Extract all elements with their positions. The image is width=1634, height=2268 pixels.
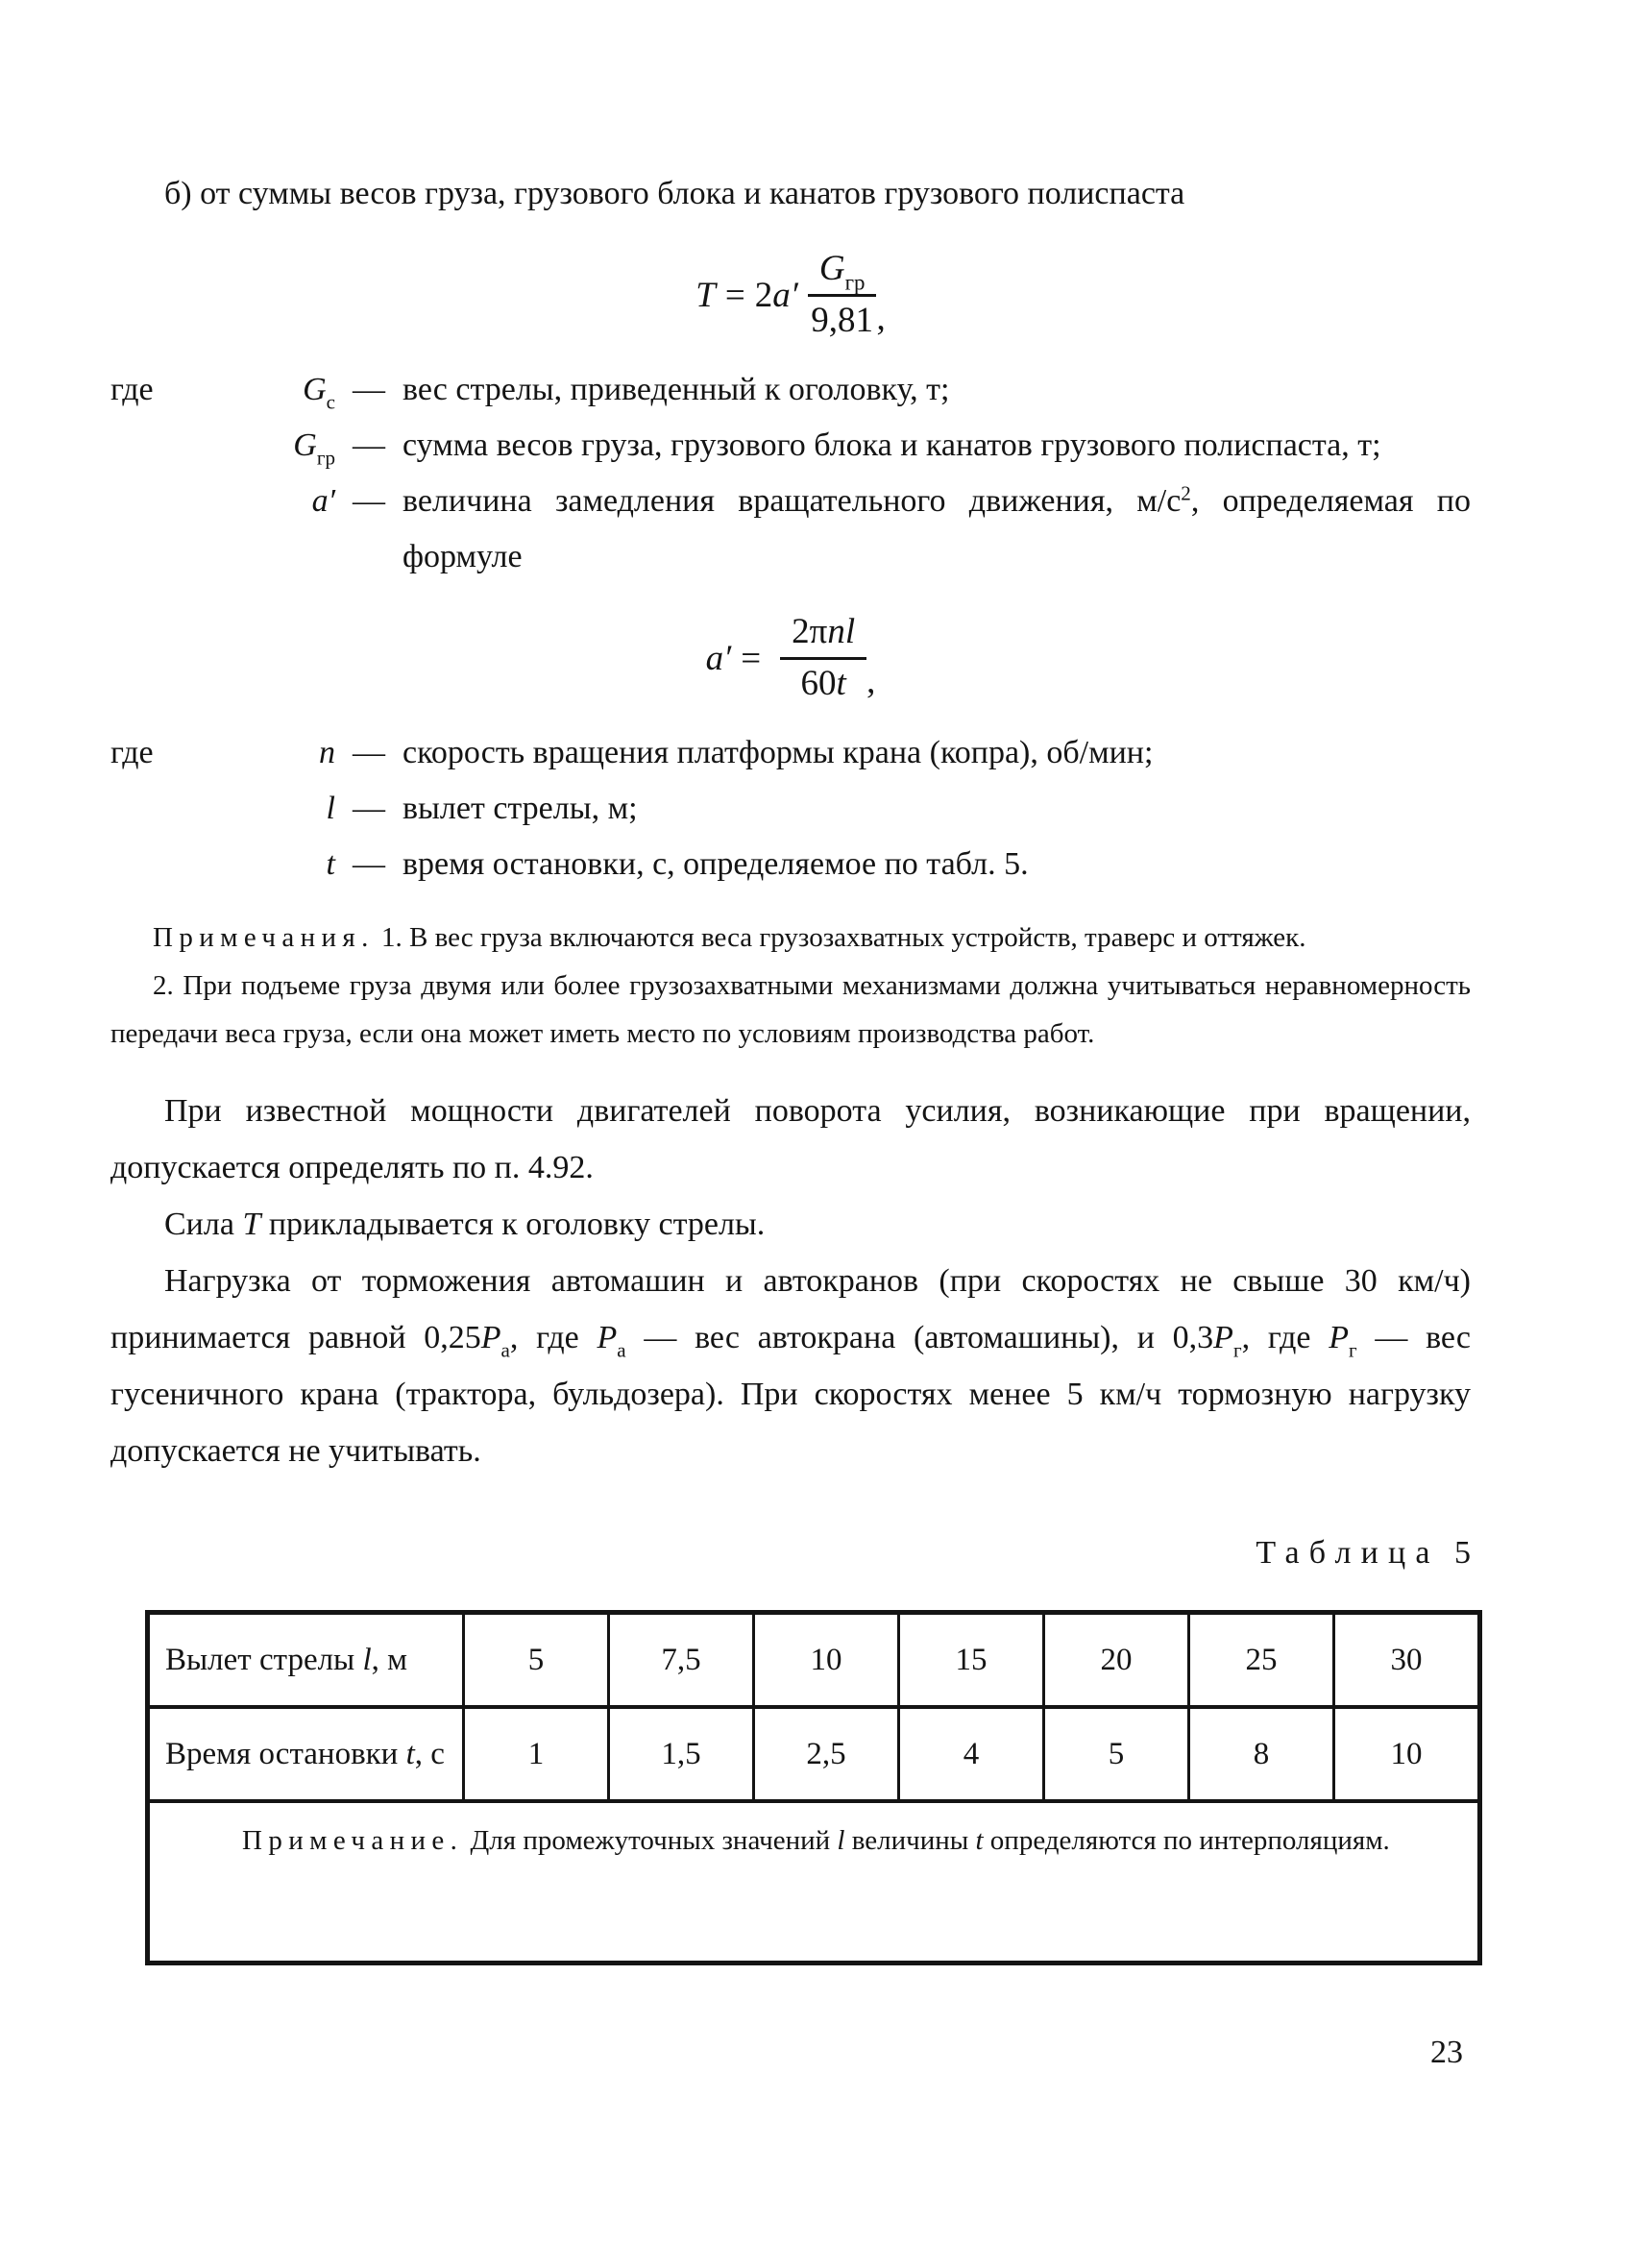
t-symbol: t [975,1825,984,1856]
G-subscript: с [326,390,335,414]
where-list-1 [110,362,1471,585]
G-symbol: G [293,427,317,463]
paragraph-3-text: Нагрузка от торможения автомашин и автокранов (при скоростях не свыше 30 км/ч) принимается равной 0,25 [110,1263,1471,1355]
a-symbol: a [311,483,329,519]
definition-text-part: , определяемая по формуле [402,483,1471,574]
definition-text: время остановки, с, определяемое по табл. 5. [402,846,1029,882]
row-label-text: Время остановки [165,1736,406,1771]
G-symbol: G [303,372,327,407]
where-word: где [110,372,154,407]
page-number: 23 [1430,2035,1463,2070]
table-caption [110,1535,1471,1572]
prime-mark: ′ [328,483,335,519]
spacer [110,418,199,474]
numerator-coef: 2π [792,611,828,651]
definition-text: скорость вращения платформы крана (копра), об/мин; [402,735,1154,770]
spacer [110,781,199,837]
table-cell: 5 [1044,1707,1189,1801]
table-cell: 25 [1189,1613,1334,1708]
table-cell: 15 [899,1613,1044,1708]
note-2 [110,962,1471,1058]
table-cell: 1,5 [609,1707,754,1801]
term-l: l [326,791,335,826]
G-subscript: гр [316,446,335,470]
equals-sign: = [724,275,745,315]
fraction [808,247,877,344]
dash: — [353,427,385,463]
numerator-vars: nl [827,611,856,651]
G-symbol: G [818,248,845,288]
equals-sign: = [741,638,762,678]
definition-text: вылет стрелы, м; [402,791,638,826]
table-caption-number: 5 [1454,1535,1471,1571]
formula-T [110,241,1471,349]
table-cell: 5 [464,1613,609,1708]
table-row [148,1613,1480,1708]
definition-text: вес стрелы, приведенный к оголовку, т; [402,372,950,407]
paragraph-3-text: — вес автокрана (автомашины), и 0,3 [625,1320,1214,1355]
paragraph-2-text: Сила [164,1207,243,1242]
where-word: где [110,735,154,770]
table-cell: 2,5 [754,1707,899,1801]
formula-comma: , [876,299,886,338]
definition-row [110,418,1471,474]
P-symbol: P [1329,1320,1349,1355]
paragraph-3-text: — вес гусеничного крана (трактора, бульдозера). При скоростях менее 5 км/ч тормозную нагрузку допускается не учитывать. [110,1320,1471,1469]
table-caption-word: Таблица [1256,1535,1440,1571]
term-t: t [326,846,335,882]
definition-row [110,837,1471,892]
formula-comma: , [866,662,876,701]
paragraph-1-text: При известной мощности двигателей поворота усилия, возникающие при вращении, допускается определять по п. 4.92. [110,1093,1471,1185]
prime-mark: ′ [723,638,732,678]
P-subscript: г [1348,1338,1357,1362]
row-label-cell [148,1613,464,1708]
prime-mark: ′ [790,275,798,315]
table-cell: 30 [1334,1613,1480,1708]
fraction-numerator [808,247,877,297]
definition-text [402,474,1471,585]
G-subscript: гр [844,270,866,295]
row-label-text: Вылет стрелы [165,1642,363,1677]
intro-text: б) от суммы весов груза, грузового блока и канатов грузового полиспаста [164,176,1185,211]
denominator-coef: 60 [800,664,837,703]
definition-row [110,362,1471,418]
table-note-text: Для промежуточных значений [463,1825,838,1856]
dash: — [353,846,385,882]
term-Ggr [199,418,335,474]
formula-T-coef: 2 [754,275,773,315]
table-5 [145,1610,1482,1965]
formula-T-a: a [772,275,791,315]
P-symbol: P [597,1320,618,1355]
spacer [110,474,199,585]
definition-row [110,725,1471,781]
fraction-numerator [780,610,866,660]
notes-block [110,914,1471,1058]
body-paragraphs [110,1083,1471,1479]
definition-row [110,474,1471,585]
row-label-cell [148,1707,464,1801]
table-note-label: Примечание. [242,1825,464,1856]
P-subscript: г [1232,1338,1242,1362]
P-subscript: а [500,1338,510,1362]
formula-T-var: T [695,275,716,315]
table-cell: 10 [1334,1707,1480,1801]
note-1-text: 1. В вес груза включаются веса грузозахватных устройств, траверс и оттяжек. [374,922,1306,953]
table-note-row [148,1801,1480,1963]
dash: — [353,791,385,826]
table-cell: 10 [754,1613,899,1708]
l-symbol: l [837,1825,845,1856]
table-note-text: величины [844,1825,976,1856]
paragraph-2-text: прикладывается к оголовку стрелы. [260,1207,766,1242]
dash: — [353,735,385,770]
table-row [148,1707,1480,1801]
definition-text: сумма весов груза, грузового блока и канатов грузового полиспаста, т; [402,427,1381,463]
page-content [110,165,1471,1965]
term-a-prime [199,474,335,585]
P-symbol: P [480,1320,501,1355]
dash: — [353,483,385,519]
notes-label: Примечания. [153,922,375,953]
table-cell: 7,5 [609,1613,754,1708]
paragraph-2 [110,1196,1471,1253]
row-label-text: , м [371,1642,408,1677]
paragraph-1 [110,1083,1471,1196]
paragraph-3 [110,1253,1471,1479]
note-2-text: 2. При подъеме груза двумя или более грузозахватными механизмами должна учитываться неравномерность передачи веса груза, если она может иметь место по условиям производства работ. [110,970,1471,1049]
dash: — [353,372,385,407]
table-cell: 8 [1189,1707,1334,1801]
formula-a-var: a [705,638,724,678]
intro-paragraph [110,165,1471,222]
T-symbol: Т [242,1207,261,1242]
row-label-text: , с [414,1736,445,1771]
table-cell: 1 [464,1707,609,1801]
l-symbol: l [362,1642,372,1677]
table-note [167,1817,1460,1865]
paragraph-3-text: , где [509,1320,598,1355]
definition-row [110,781,1471,837]
table-note-cell [148,1801,1480,1963]
P-symbol: P [1213,1320,1233,1355]
term-Gc [199,362,335,418]
superscript-2: 2 [1181,481,1191,505]
fraction-denominator: 9,81 [811,301,874,340]
denominator-var: t [836,664,846,703]
table-cell: 4 [899,1707,1044,1801]
fraction [780,610,866,707]
spacer [110,837,199,892]
fraction-denominator [800,660,845,706]
t-symbol: t [405,1736,415,1771]
table-cell: 20 [1044,1613,1189,1708]
note-1 [110,914,1471,962]
paragraph-3-text: , где [1241,1320,1329,1355]
definition-text-part: величина замедления вращательного движения, м/с [402,483,1182,519]
term-n: n [319,735,335,770]
where-list-2 [110,725,1471,892]
formula-a [110,604,1471,712]
P-subscript: а [617,1338,626,1362]
table-note-text: определяются по интерполяциям. [983,1825,1390,1856]
